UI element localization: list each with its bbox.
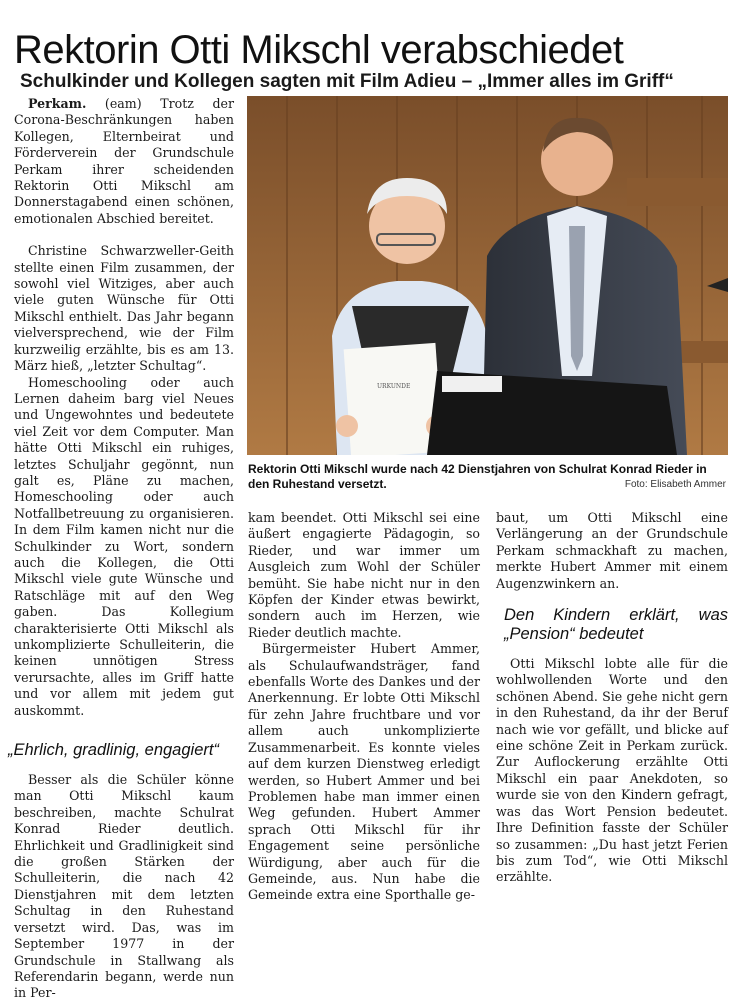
headline: Rektorin Otti Mikschl verabschiedet [14, 27, 624, 72]
paragraph [14, 96, 234, 227]
paragraph: Otti Mikschl lobte alle für die wohlwollenden Worte und den schönen Abend. Sie gehe nicht gern in den Ruhestand, da ihr der Beruf nach wie vor gefällt, und blicke auf eine schöne Zeit in Perkam zurück. Zur Auflockerung erzählte Otti Mikschl ein paar Anekdoten, so wurde sie von den Kindern gefragt, was das Wort Pension bedeutet. Ihre Definition fasste der Schüler so zusammen: „Du hast jetzt Ferien bis zum Tod“, wie Otti Mikschl erzählte. [496, 656, 728, 885]
subheadline: Schulkinder und Kollegen sagten mit Film Adieu – „Immer alles im Griff“ [20, 70, 674, 92]
subheading: „Ehrlich, gradlinig, engagiert“ [8, 741, 219, 760]
photo-illustration [247, 96, 728, 455]
certificate-title: URKUNDE [377, 383, 411, 390]
column-2 [248, 510, 480, 904]
caption-text: Rektorin Otti Mikschl wurde nach 42 Dienstjahren von Schulrat Konrad Rieder in den Ruhestand versetzt. [248, 462, 707, 491]
column-3 [496, 510, 728, 886]
paragraph: Homeschooling oder auch Lernen daheim barg viel Neues und Ungewohntes und bedeutete viel Zeit vor dem Computer. Man hätte Otti Mikschl ein ruhiges, letztes Schuljahr gegönnt, nun galt es, Pläne zu machen, Homeschooling oder auch Notfallbetreuung zu organisieren. In dem Film kamen nicht nur die Schulkinder zu Wort, sondern auch die Kollegen, die Otti Mikschl viele gute Wünsche und Ratschläge mit auf den Weg gaben. Das Kollegium charakterisierte Otti Mikschl als unkomplizierte Schulleiterin, die keinen unnötigen Stress verursachte, alles im Griff hatte und vor allem mit jedem gut auskommt. [14, 374, 234, 718]
paragraph: Bürgermeister Hubert Ammer, als Schulaufwandsträger, fand ebenfalls Worte des Dankes und der Anerkennung. Er lobte Otti Mikschl für zehn Jahre fruchtbare und vor allem auch unkomplizierte Zusammenarbeit. Es konnte vieles auf dem kurzen Dienstweg erledigt werden, so Hubert Ammer und bei Problemen habe man immer einen Weg gefunden. Hubert Ammer sprach Otti Mikschl für ihr Engagement seine persönliche Würdigung, aber auch für die Gemeinde, aus. Nun habe die Gemeinde extra eine Sporthalle ge- [248, 641, 480, 903]
photo-credit: Foto: Elisabeth Ammer [624, 479, 726, 490]
paragraph: Christine Schwarzweller-Geith stellte einen Film zusammen, der sowohl viel Witziges, aber auch viele guten Wünsche für Otti Mikschl enthielt. Das Jahr begann vielversprechend, wie der Film kurzweilig erzählte, bis es am 13. März hieß, „letzter Schultag“. [14, 243, 234, 374]
paragraph: baut, um Otti Mikschl eine Verlängerung an der Grundschule Perkam schmackhaft zu machen, merkte Hubert Ammer mit einem Augenzwinkern an. [496, 510, 728, 591]
subheading: Den Kindern erklärt, was „Pension“ bedeutet [504, 606, 728, 644]
column-1 [8, 96, 234, 1002]
paragraph-text: (eam) Trotz der Corona-Beschränkungen haben Kollegen, Elternbeirat und Förderverein der Grundschule Perkam ihrer scheidenden Rektorin Otti Mikschl am Donnerstagabend einen schönen, emotionalen Abschied bereitet. [14, 96, 234, 226]
dateline: Perkam. [28, 96, 87, 111]
photo-caption [248, 462, 728, 492]
article-photo [247, 96, 728, 455]
paragraph: Besser als die Schüler könne man Otti Mikschl kaum beschreiben, machte Schulrat Konrad Rieder deutlich. Ehrlichkeit und Gradlinigkeit sind die großen Stärken der Schulleiterin, die nach 42 Dienstjahren mit dem letzten Schultag in den Ruhestand versetzt wird. Das, was im September 1977 in der Grundschule in Stallwang als Referendarin begann, werde nun in Per- [14, 772, 234, 1001]
paragraph: kam beendet. Otti Mikschl sei eine äußert engagierte Pädagogin, so Rieder, und war immer um Ausgleich zum Wohl der Schüler bemüht. Sie habe nicht nur in den Köpfen der Kinder etwas bewirkt, sondern auch im Herzen, wie Rieder deutlich machte. [248, 510, 480, 640]
